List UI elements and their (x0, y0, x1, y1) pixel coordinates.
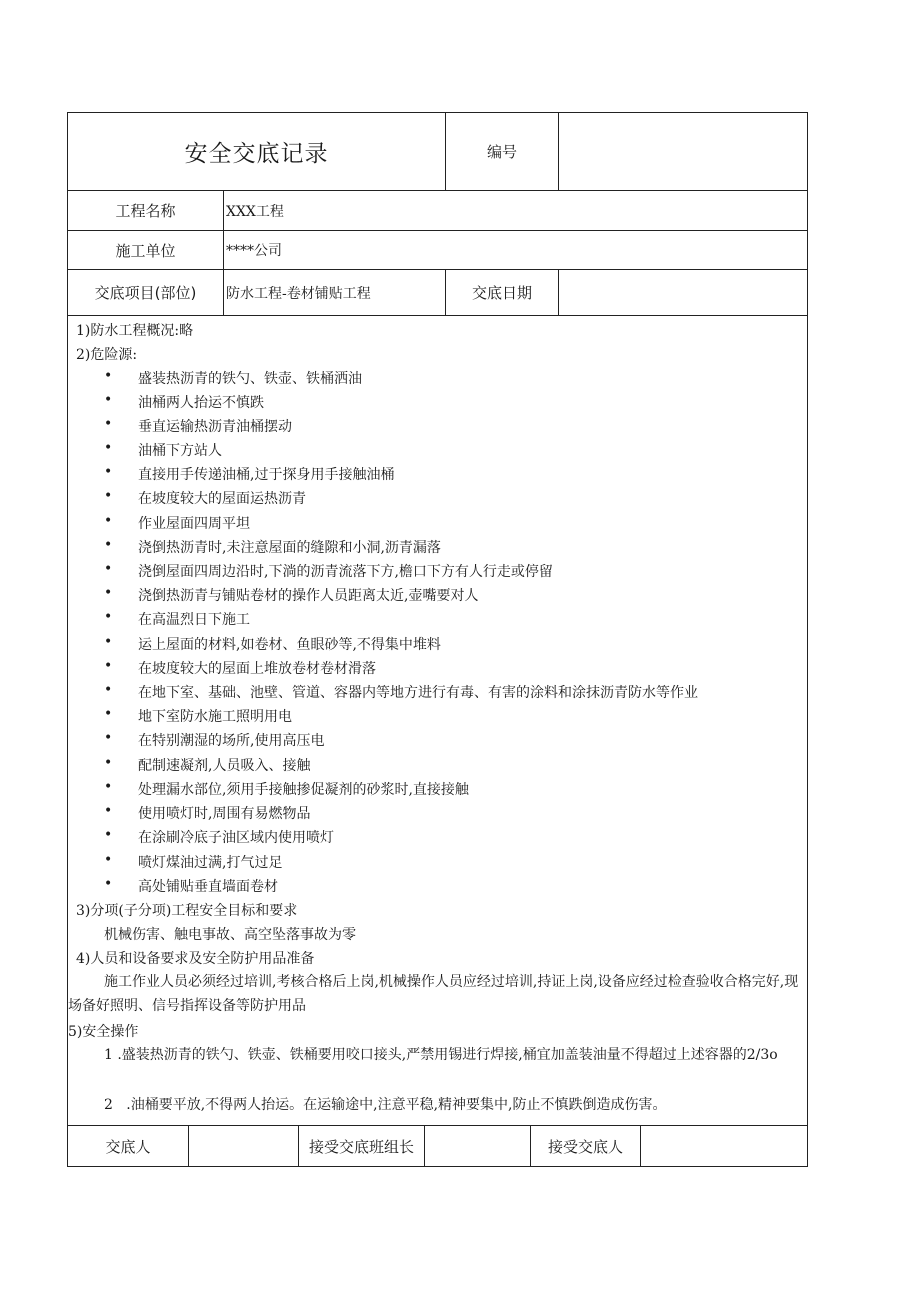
section-safe-operation: 5)安全操作 (68, 1024, 139, 1040)
operation-item-1: 1 .盛装热沥青的铁勺、铁壶、铁桶要用咬口接头,严禁用锡进行焊接,桶宜加盖装油量不得超过上述容器的2/3o (104, 1047, 778, 1063)
section-personnel-equipment: 4)人员和设备要求及安全防护用品准备 (76, 951, 315, 967)
bullet-icon: • (104, 682, 113, 698)
bullet-icon: • (104, 730, 113, 746)
item-row (68, 270, 807, 316)
item-label: 交底项目(部位) (94, 284, 197, 302)
bullet-icon: • (104, 561, 113, 577)
briefing-content: 1)防水工程概况:略 2)危险源: • 盛装热沥青的铁勺、铁壶、铁桶洒油 • 油桶两人抬运不慎跌 • 垂直运输热沥青油桶摆动 • 油桶下方站人 • 直接用手传递油桶,过于探身用手接触油桶 • 在坡度较大的屋面运热沥青 • 作业屋面四周平坦 • 浇倒热沥青时,未注意屋面的缝隙和小洞,沥青漏落 • 浇倒屋面四周边沿时,下淌的沥青流落下方,檐口下方有人行走或停留 • 浇倒热沥青与铺贴卷材的操作人员距离太近,壶嘴要对人 • 在高温烈日下施工 • 运上屋面的材料,如卷材、鱼眼砂等,不得集中堆料 • 在坡度较大的屋面上堆放卷材卷材滑落 • 在地下室、基础、池壁、管道、容器内等地方进行有毒、有害的涂料和涂抹沥青防水等作业 • 地下室防水施工照明用电 • 在特别潮湿的场所,使用高压电 • 配制速凝剂,人员吸入、接触 • 处理漏水部位,须用手接触掺促凝剂的砂浆时,直接接触 • 使用喷灯时,周围有易燃物品 • 在涂刷冷底子油区域内使用喷灯 • 喷灯煤油过满,打气过足 • 高处铺贴垂直墙面卷材 3)分项(子分项)工程安全目标和要求 机械伤害、触电事故、高空坠落事故为零 4)人员和设备要求及安全防护用品准备 施工作业人员必须经过培训,考核合格后上岗,机械操作人员应经过培训,持证上岗,设备应经过检查验收合格完好,现场备好照明、信号指挥设备等防护用品 5)安全操作 1 .盛装热沥青的铁勺、铁壶、铁桶要用咬口接头,严禁用锡进行焊接,桶宜加盖装油量不得超过上述容器的2/3o 2 .油桶要平放,不得两人抬运。在运输途中,注意平稳,精神要集中,防止不慎跌倒造成伤害。 (68, 316, 807, 1126)
bullet-icon: • (104, 658, 113, 674)
section-overview: 1)防水工程概况:略 (76, 323, 194, 339)
section-safety-goals: 3)分项(子分项)工程安全目标和要求 (76, 903, 298, 919)
bullet-icon: • (104, 876, 113, 892)
bullet-icon: • (104, 464, 113, 480)
signature-row (68, 1126, 807, 1166)
bullet-icon: • (104, 585, 113, 601)
item-value: 防水工程-卷材铺贴工程 (223, 270, 445, 315)
number-value (558, 113, 807, 190)
number-label: 编号 (445, 113, 558, 190)
bullet-icon: • (104, 537, 113, 553)
header-row (68, 113, 807, 191)
project-name-value: XXX工程 (223, 191, 807, 230)
safety-briefing-form (67, 112, 808, 1167)
date-label: 交底日期 (445, 270, 558, 315)
receiver-value[interactable] (640, 1126, 807, 1166)
bullet-icon: • (104, 827, 113, 843)
contractor-value: ****公司 (223, 231, 807, 269)
bullet-icon: • (104, 416, 113, 432)
team-leader-value[interactable] (424, 1126, 530, 1166)
section-hazards: 2)危险源: (76, 347, 138, 363)
briefer-label: 交底人 (105, 1137, 151, 1156)
operation-item-2: 2 .油桶要平放,不得两人抬运。在运输途中,注意平稳,精神要集中,防止不慎跌倒造成伤害。 (104, 1097, 667, 1113)
contractor-label: 施工单位 (115, 241, 176, 260)
bullet-icon: • (104, 488, 113, 504)
bullet-icon: • (104, 609, 113, 625)
project-name-row (68, 191, 807, 231)
bullet-icon: • (104, 755, 113, 771)
briefer-value[interactable] (188, 1126, 298, 1166)
team-leader-label: 接受交底班组长 (298, 1126, 424, 1166)
personnel-equipment-text: 施工作业人员必须经过培训,考核合格后上岗,机械操作人员应经过培训,持证上岗,设备应经过检查验收合格完好,现场备好照明、信号指挥设备等防护用品 (68, 974, 799, 1014)
bullet-icon: • (104, 513, 113, 529)
bullet-icon: • (104, 368, 113, 384)
bullet-icon: • (104, 440, 113, 456)
contractor-row (68, 231, 807, 270)
bullet-icon: • (104, 779, 113, 795)
date-value (558, 270, 807, 315)
project-name-label: 工程名称 (115, 202, 176, 220)
page-title: 安全交底记录 (184, 141, 329, 167)
bullet-icon: • (104, 634, 113, 650)
bullet-icon: • (104, 392, 113, 408)
bullet-icon: • (104, 803, 113, 819)
receiver-label: 接受交底人 (530, 1126, 640, 1166)
bullet-icon: • (104, 706, 113, 722)
safety-goals-text: 机械伤害、触电事故、高空坠落事故为零 (104, 927, 356, 943)
bullet-icon: • (104, 852, 113, 868)
